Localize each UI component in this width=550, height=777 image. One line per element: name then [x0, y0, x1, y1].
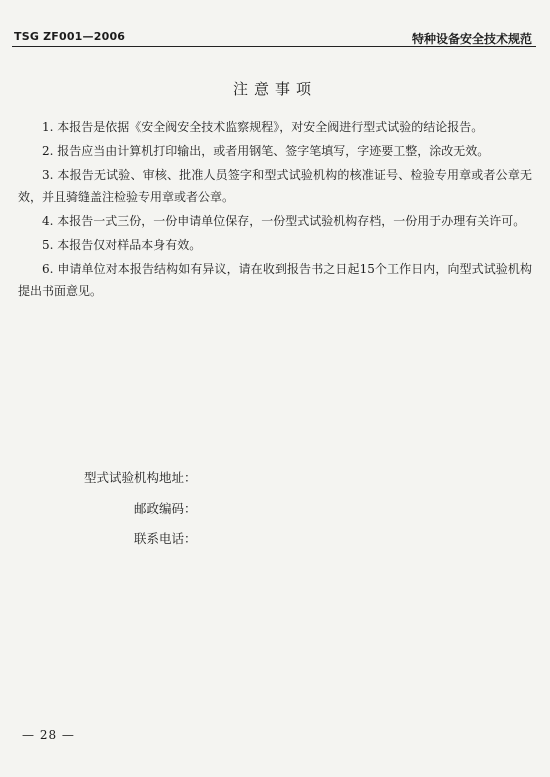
page-header: [0, 26, 550, 48]
notice-item-1: 1. 本报告是依据《安全阀安全技术监察规程》，对安全阀进行型式试验的结论报告。: [42, 120, 484, 134]
postcode-label: 邮政编码：: [134, 501, 197, 516]
notice-item-2: 2. 报告应当由计算机打印输出，或者用钢笔、签字笔填写，字迹要工整，涂改无效。: [42, 144, 490, 158]
notice-item-4: 4. 本报告一式三份，一份申请单位保存，一份型式试验机构存档，一份用于办理有关许可。: [42, 214, 526, 228]
notice-item-6: 6. 申请单位对本报告结构如有异议，请在收到报告书之日起15个工作日内，向型式试验机构提出书面意见。: [18, 262, 532, 298]
address-label: 型式试验机构地址：: [84, 470, 197, 485]
notice-item-3: 3. 本报告无试验、审核、批准人员签字和型式试验机构的核准证号、检验专用章或者公章无效，并且骑缝盖注检验专用章或者公章。: [18, 168, 532, 204]
header-category: 特种设备安全技术规范: [411, 32, 532, 46]
page-title: 注意事项: [232, 80, 317, 98]
standard-code: TSG ZF001—2006: [14, 30, 126, 43]
header-rule: [12, 46, 536, 47]
notice-list: [18, 116, 532, 304]
notice-item-5: 5. 本报告仅对样品本身有效。: [42, 238, 202, 252]
page-number: — 28 —: [22, 728, 75, 742]
phone-label: 联系电话：: [134, 531, 197, 546]
